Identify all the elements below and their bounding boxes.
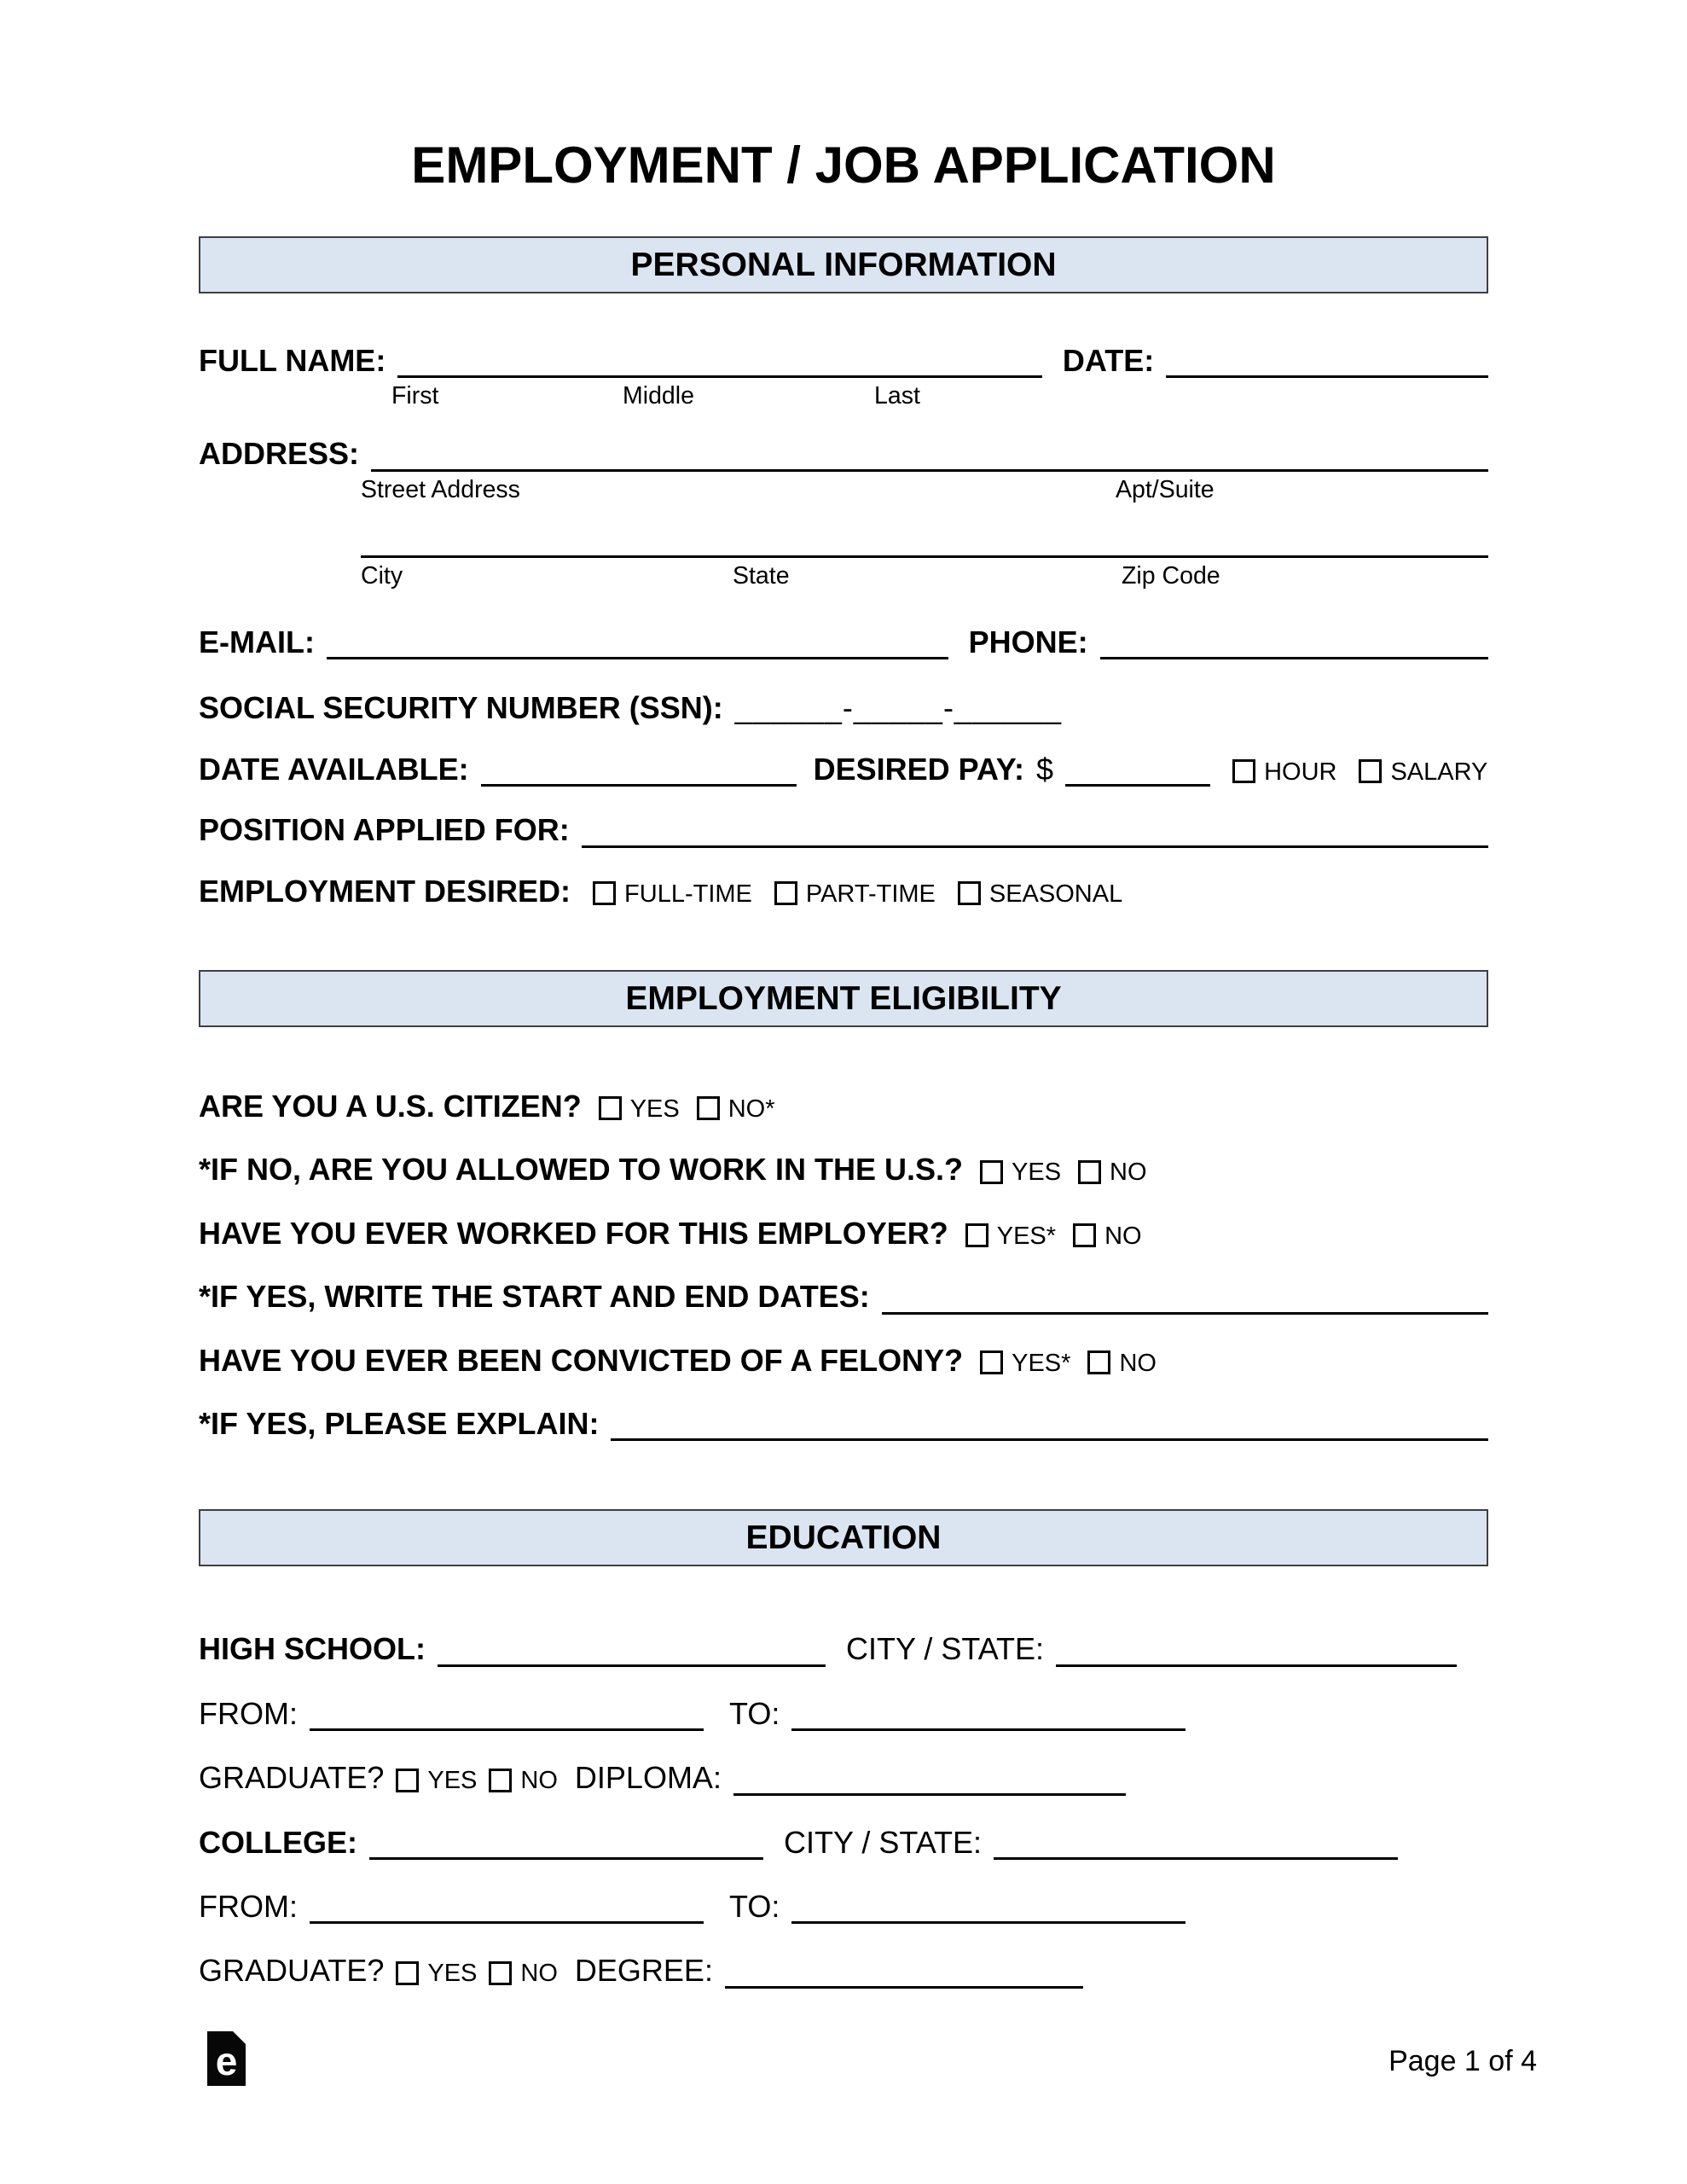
desired-pay-label: DESIRED PAY: xyxy=(813,751,1025,787)
start-end-dates-label: *IF YES, WRITE THE START AND END DATES: xyxy=(199,1279,870,1315)
apt-suite-sublabel: Apt/Suite xyxy=(1116,475,1215,503)
name-sublabels xyxy=(199,382,1488,410)
citizen-yes-label: YES xyxy=(629,1095,680,1124)
college-from-to-row xyxy=(199,1889,1488,1924)
felony-question-row xyxy=(199,1343,1488,1378)
felony-no-checkbox[interactable] xyxy=(1087,1350,1110,1374)
worked-employer-yes-checkbox[interactable] xyxy=(965,1223,988,1247)
full-time-label: FULL-TIME xyxy=(624,880,752,908)
state-sublabel: State xyxy=(733,562,790,590)
hs-to-line[interactable] xyxy=(791,1721,1186,1731)
worked-employer-no-option xyxy=(1073,1223,1142,1251)
citizen-yes-checkbox[interactable] xyxy=(599,1096,622,1120)
high-school-row xyxy=(199,1631,1488,1666)
felony-no-label: NO xyxy=(1119,1349,1157,1377)
college-row xyxy=(199,1825,1488,1860)
full-name-row xyxy=(199,343,1488,378)
salary-label: SALARY xyxy=(1390,758,1488,786)
college-graduate-label: GRADUATE? xyxy=(199,1953,385,1989)
allowed-work-question-label: *IF NO, ARE YOU ALLOWED TO WORK IN THE U.S.? xyxy=(199,1152,964,1188)
college-graduate-no-label: NO xyxy=(520,1960,558,1988)
allowed-work-no-option xyxy=(1078,1159,1147,1187)
eforms-document-logo-icon xyxy=(207,2031,246,2086)
allowed-work-yes-checkbox[interactable] xyxy=(980,1160,1003,1184)
part-time-label: PART-TIME xyxy=(805,880,936,908)
college-graduate-no-option xyxy=(489,1960,558,1988)
hs-graduate-row xyxy=(199,1760,1488,1795)
worked-employer-yes-option xyxy=(965,1223,1056,1251)
hs-city-state-label: CITY / STATE: xyxy=(846,1631,1045,1667)
college-graduate-yes-checkbox[interactable] xyxy=(396,1961,419,1985)
citizen-no-label: NO* xyxy=(728,1095,775,1124)
college-from-label: FROM: xyxy=(199,1888,298,1924)
date-line[interactable] xyxy=(1166,368,1488,378)
email-line[interactable] xyxy=(327,649,948,659)
college-line[interactable] xyxy=(369,1850,763,1860)
worked-employer-no-checkbox[interactable] xyxy=(1073,1223,1096,1247)
phone-line[interactable] xyxy=(1100,649,1488,659)
hs-city-state-line[interactable] xyxy=(1056,1657,1457,1667)
felony-yes-checkbox[interactable] xyxy=(980,1350,1003,1374)
college-graduate-row xyxy=(199,1953,1488,1988)
position-applied-line[interactable] xyxy=(582,838,1488,848)
dollar-sign: $ xyxy=(1036,751,1054,787)
date-available-row xyxy=(199,752,1488,787)
hour-option xyxy=(1232,758,1336,787)
zip-code-sublabel: Zip Code xyxy=(1122,562,1220,590)
hs-graduate-yes-label: YES xyxy=(427,1767,478,1795)
citizen-question-label: ARE YOU A U.S. CITIZEN? xyxy=(199,1089,582,1124)
hs-graduate-label: GRADUATE? xyxy=(199,1760,385,1796)
hs-from-line[interactable] xyxy=(310,1721,704,1731)
position-applied-label: POSITION APPLIED FOR: xyxy=(199,812,570,848)
street-address-sublabel: Street Address xyxy=(361,475,520,503)
diploma-line[interactable] xyxy=(733,1786,1126,1796)
hs-graduate-no-option xyxy=(489,1767,558,1795)
felony-explain-line[interactable] xyxy=(611,1431,1488,1441)
citizen-no-checkbox[interactable] xyxy=(697,1096,720,1120)
address-row xyxy=(199,436,1488,471)
full-time-option xyxy=(593,880,752,909)
last-sublabel: Last xyxy=(874,382,920,410)
section-header-personal-information: PERSONAL INFORMATION xyxy=(199,236,1488,293)
first-sublabel: First xyxy=(391,382,439,410)
date-available-line[interactable] xyxy=(481,776,797,787)
felony-no-option xyxy=(1087,1350,1157,1378)
felony-yes-option xyxy=(980,1350,1070,1378)
phone-label: PHONE: xyxy=(968,624,1088,660)
worked-employer-no-label: NO xyxy=(1104,1222,1142,1250)
section-header-employment-eligibility: EMPLOYMENT ELIGIBILITY xyxy=(199,970,1488,1027)
worked-employer-question-row xyxy=(199,1216,1488,1251)
college-to-label: TO: xyxy=(728,1888,780,1924)
citizen-yes-option xyxy=(599,1095,680,1124)
desired-pay-line[interactable] xyxy=(1065,776,1210,787)
high-school-label: HIGH SCHOOL: xyxy=(199,1631,426,1667)
city-sublabels xyxy=(199,562,1488,590)
salary-option xyxy=(1359,758,1487,787)
part-time-option xyxy=(774,880,936,909)
full-name-line[interactable] xyxy=(397,368,1042,378)
college-graduate-yes-label: YES xyxy=(427,1960,478,1988)
ssn-line[interactable]: ______-_____-______ xyxy=(734,690,1063,726)
allowed-work-no-checkbox[interactable] xyxy=(1078,1160,1101,1184)
hs-graduate-no-label: NO xyxy=(520,1767,558,1795)
date-available-label: DATE AVAILABLE: xyxy=(199,751,469,787)
address-line2-row xyxy=(361,548,1488,558)
hs-from-to-row xyxy=(199,1696,1488,1731)
part-time-checkbox[interactable] xyxy=(774,881,797,905)
ssn-row xyxy=(199,690,1488,725)
middle-sublabel: Middle xyxy=(623,382,694,410)
hs-graduate-yes-checkbox[interactable] xyxy=(396,1769,419,1792)
salary-checkbox[interactable] xyxy=(1359,759,1382,783)
date-label: DATE: xyxy=(1062,343,1155,378)
worked-employer-question-label: HAVE YOU EVER WORKED FOR THIS EMPLOYER? xyxy=(199,1215,948,1251)
college-to-line[interactable] xyxy=(791,1914,1186,1924)
page-title: EMPLOYMENT / JOB APPLICATION xyxy=(411,136,1276,194)
city-sublabel: City xyxy=(361,562,403,590)
start-end-dates-row xyxy=(199,1279,1488,1314)
felony-explain-label: *IF YES, PLEASE EXPLAIN: xyxy=(199,1405,600,1441)
city-state-zip-line[interactable] xyxy=(361,548,1488,558)
hs-graduate-no-checkbox[interactable] xyxy=(489,1769,512,1792)
seasonal-checkbox[interactable] xyxy=(958,881,981,905)
employment-desired-label: EMPLOYMENT DESIRED: xyxy=(199,873,571,909)
logo-letter: e xyxy=(215,2039,238,2084)
hs-from-label: FROM: xyxy=(199,1695,298,1731)
degree-line[interactable] xyxy=(725,1978,1083,1989)
felony-explain-row xyxy=(199,1406,1488,1441)
college-label: COLLEGE: xyxy=(199,1824,357,1860)
full-time-checkbox[interactable] xyxy=(593,881,616,905)
seasonal-label: SEASONAL xyxy=(988,880,1123,908)
college-city-state-label: CITY / STATE: xyxy=(784,1824,983,1860)
allowed-work-question-row xyxy=(199,1152,1488,1187)
ssn-label: SOCIAL SECURITY NUMBER (SSN): xyxy=(199,690,723,726)
hs-graduate-yes-option xyxy=(396,1767,477,1795)
employment-desired-row xyxy=(199,874,1488,909)
college-city-state-line[interactable] xyxy=(994,1850,1398,1860)
full-name-label: FULL NAME: xyxy=(199,343,386,378)
college-graduate-no-checkbox[interactable] xyxy=(489,1961,512,1985)
allowed-work-no-label: NO xyxy=(1110,1159,1147,1187)
email-label: E-MAIL: xyxy=(199,624,315,660)
street-sublabels xyxy=(199,476,1488,504)
allowed-work-yes-label: YES xyxy=(1012,1159,1062,1187)
page-number: Page 1 of 4 xyxy=(1388,2045,1537,2077)
position-row xyxy=(199,812,1488,847)
hs-to-label: TO: xyxy=(728,1695,780,1731)
felony-yes-label: YES* xyxy=(1012,1349,1071,1377)
college-graduate-yes-option xyxy=(396,1960,477,1988)
hour-label: HOUR xyxy=(1264,758,1337,786)
email-phone-row xyxy=(199,624,1488,659)
street-address-line[interactable] xyxy=(371,462,1488,472)
degree-label: DEGREE: xyxy=(574,1953,713,1989)
citizen-no-option xyxy=(697,1095,775,1124)
college-from-line[interactable] xyxy=(310,1914,704,1924)
start-end-dates-line[interactable] xyxy=(882,1304,1488,1315)
allowed-work-yes-option xyxy=(980,1159,1061,1187)
hour-checkbox[interactable] xyxy=(1232,759,1255,783)
worked-employer-yes-label: YES* xyxy=(996,1222,1057,1250)
seasonal-option xyxy=(958,880,1122,909)
felony-question-label: HAVE YOU EVER BEEN CONVICTED OF A FELONY? xyxy=(199,1342,964,1378)
section-header-education: EDUCATION xyxy=(199,1509,1488,1566)
address-label: ADDRESS: xyxy=(199,436,360,472)
high-school-line[interactable] xyxy=(438,1657,826,1667)
citizen-question-row xyxy=(199,1089,1488,1124)
diploma-label: DIPLOMA: xyxy=(574,1760,722,1796)
